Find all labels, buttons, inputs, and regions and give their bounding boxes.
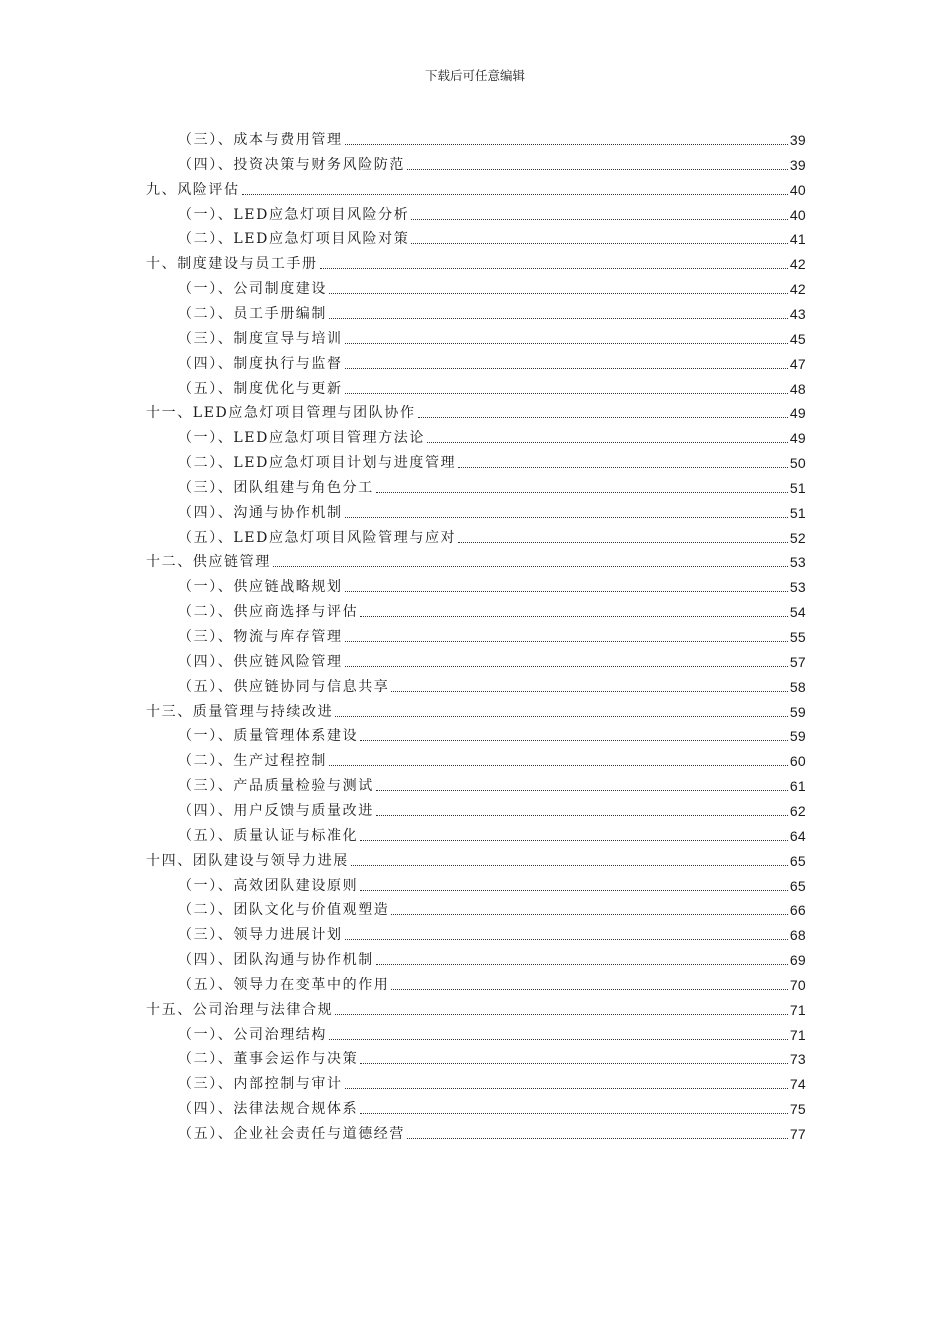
toc-page-number: 71 [789,1026,806,1043]
toc-entry-title: （二）、供应商选择与评估 [178,604,359,621]
toc-page-number: 60 [789,753,806,770]
toc-section-entry[interactable] [178,1068,806,1093]
toc-chapter-entry[interactable] [146,546,806,571]
toc-section-entry[interactable] [178,348,806,373]
toc-dot-leader [345,1088,788,1089]
toc-section-entry[interactable] [178,497,806,522]
toc-page-number: 75 [789,1101,806,1118]
toc-dot-leader [376,815,788,816]
toc-dot-leader [329,765,788,766]
toc-section-entry[interactable] [178,720,806,745]
toc-entry-title: （一）、LED应急灯项目管理方法论 [178,430,425,447]
toc-page-number: 55 [789,629,806,645]
toc-dot-leader [345,368,788,369]
toc-page-number: 73 [789,1051,806,1068]
toc-dot-leader [376,790,788,791]
toc-page-number: 52 [789,529,806,546]
toc-section-entry[interactable] [178,745,806,770]
toc-page-number: 39 [789,132,806,148]
toc-dot-leader [427,442,788,443]
toc-page-number: 71 [789,1001,806,1018]
toc-dot-leader [345,517,788,518]
toc-page-number: 50 [789,455,806,472]
toc-page-number: 68 [789,927,806,944]
toc-section-entry[interactable] [178,273,806,298]
toc-dot-leader [329,293,788,294]
toc-page-number: 62 [789,802,806,819]
toc-dot-leader [360,840,788,841]
toc-chapter-entry[interactable] [146,845,806,870]
toc-section-entry[interactable] [178,944,806,969]
toc-page-number: 74 [789,1076,806,1093]
toc-section-entry[interactable] [178,820,806,845]
toc-section-entry[interactable] [178,596,806,621]
toc-entry-title: （三）、领导力进展计划 [178,927,343,944]
toc-section-entry[interactable] [178,323,806,348]
toc-entry-title: （五）、质量认证与标准化 [178,827,359,844]
toc-dot-leader [320,268,788,269]
toc-entry-title: 十、制度建设与员工手册 [146,256,318,273]
toc-section-entry[interactable] [178,447,806,472]
toc-dot-leader [345,666,788,667]
toc-page-number: 42 [789,281,806,298]
toc-section-entry[interactable] [178,621,806,646]
toc-section-entry[interactable] [178,894,806,919]
toc-section-entry[interactable] [178,422,806,447]
toc-entry-title: （一）、质量管理体系建设 [178,728,359,745]
toc-page-number: 64 [789,827,806,844]
toc-section-entry[interactable] [178,199,806,224]
toc-dot-leader [391,691,787,692]
toc-page-number: 40 [789,181,806,198]
toc-entry-title: 十二、供应链管理 [146,554,271,571]
toc-entry-title: （五）、企业社会责任与道德经营 [178,1126,405,1142]
toc-dot-leader [360,1063,788,1064]
toc-page-number: 47 [789,355,806,372]
toc-entry-title: 十一、LED应急灯项目管理与团队协作 [146,405,416,422]
toc-section-entry[interactable] [178,472,806,497]
toc-dot-leader [242,194,788,195]
toc-entry-title: （四）、法律法规合规体系 [178,1101,359,1118]
toc-entry-title: （二）、LED应急灯项目风险对策 [178,231,410,248]
toc-dot-leader [345,939,788,940]
toc-page-number: 70 [789,976,806,993]
toc-section-entry[interactable] [178,919,806,944]
toc-page-number: 48 [789,380,806,397]
toc-page-number: 51 [789,479,806,496]
toc-section-entry[interactable] [178,149,806,174]
toc-chapter-entry[interactable] [146,248,806,273]
toc-page-number: 59 [789,728,806,745]
toc-section-entry[interactable] [178,795,806,820]
toc-section-entry[interactable] [178,671,806,696]
toc-dot-leader [376,492,788,493]
toc-entry-title: （五）、领导力在变革中的作用 [178,976,390,993]
toc-entry-title: （二）、员工手册编制 [178,305,327,322]
toc-entry-title: （二）、董事会运作与决策 [178,1051,359,1068]
toc-entry-title: （二）、LED应急灯项目计划与进度管理 [178,455,457,472]
toc-page-number: 40 [789,206,806,223]
toc-dot-leader [411,219,787,220]
toc-section-entry[interactable] [178,298,806,323]
toc-section-entry[interactable] [178,1043,806,1068]
toc-dot-leader [411,243,787,244]
toc-entry-title: （四）、制度执行与监督 [178,355,343,372]
toc-dot-leader [407,1138,788,1139]
toc-entry-title: （二）、团队文化与价值观塑造 [178,902,390,919]
toc-dot-leader [407,169,788,170]
toc-dot-leader [345,144,788,145]
toc-dot-leader [391,989,787,990]
toc-dot-leader [458,542,788,543]
page-header: 下载后可任意编辑 [424,68,525,83]
toc-page-number: 43 [789,305,806,322]
toc-dot-leader [329,318,788,319]
toc-dot-leader [335,716,788,717]
toc-entry-title: （三）、制度宣导与培训 [178,330,343,347]
toc-dot-leader [376,964,788,965]
toc-page-number: 42 [789,256,806,273]
toc-dot-leader [391,914,787,915]
toc-entry-title: （一）、供应链战略规划 [178,579,343,596]
toc-page-number: 54 [789,604,806,621]
toc-entry-title: 九、风险评估 [146,181,240,198]
toc-dot-leader [273,566,788,567]
toc-dot-leader [345,343,788,344]
toc-section-entry[interactable] [178,124,806,149]
toc-section-entry[interactable] [178,571,806,596]
toc-dot-leader [329,1039,788,1040]
toc-entry-title: （一）、公司治理结构 [178,1026,327,1043]
toc-page-number: 66 [789,902,806,919]
toc-page-number: 53 [789,579,806,596]
toc-entry-title: （三）、内部控制与审计 [178,1076,343,1093]
toc-entry-title: 十四、团队建设与领导力进展 [146,852,349,869]
toc-page-number: 41 [789,231,806,248]
toc-dot-leader [335,1014,788,1015]
toc-section-entry[interactable] [178,646,806,671]
toc-chapter-entry[interactable] [146,397,806,422]
toc-dot-leader [360,740,788,741]
toc-dot-leader [418,417,788,418]
toc-entry-title: （四）、沟通与协作机制 [178,504,343,521]
toc-entry-title: （一）、LED应急灯项目风险分析 [178,206,410,223]
toc-entry-title: （三）、产品质量检验与测试 [178,778,374,795]
toc-page-number: 49 [789,430,806,447]
toc-entry-title: （三）、团队组建与角色分工 [178,479,374,496]
toc-dot-leader [345,641,788,642]
toc-entry-title: （四）、投资决策与财务风险防范 [178,156,405,173]
toc-entry-title: （一）、公司制度建设 [178,281,327,298]
toc-entry-title: （五）、制度优化与更新 [178,380,343,397]
toc-section-entry[interactable] [178,1019,806,1044]
toc-chapter-entry[interactable] [146,994,806,1019]
toc-page-number: 51 [789,504,806,521]
toc-entry-title: （三）、物流与库存管理 [178,629,343,645]
toc-page-number: 57 [789,653,806,670]
toc-section-entry[interactable] [178,522,806,547]
toc-entry-title: （三）、成本与费用管理 [178,132,343,148]
toc-page-number: 69 [789,952,806,969]
toc-chapter-entry[interactable] [146,696,806,721]
toc-page-number: 45 [789,330,806,347]
toc-page-number: 65 [789,877,806,894]
toc-page-number: 49 [789,405,806,422]
toc-entry-title: （五）、供应链协同与信息共享 [178,678,390,695]
toc-section-entry[interactable] [178,770,806,795]
toc-dot-leader [360,890,788,891]
toc-section-entry[interactable] [178,969,806,994]
toc-page-number: 77 [789,1126,806,1142]
toc-page-number: 65 [789,852,806,869]
toc-entry-title: （四）、团队沟通与协作机制 [178,952,374,969]
toc-section-entry[interactable] [178,870,806,895]
toc-page-number: 58 [789,678,806,695]
toc-entry-title: （四）、供应链风险管理 [178,653,343,670]
toc-page-number: 39 [789,156,806,173]
toc-page-number: 59 [789,703,806,720]
toc-dot-leader [360,1113,788,1114]
toc-dot-leader [351,865,788,866]
toc-chapter-entry[interactable] [146,174,806,199]
toc-entry-title: （五）、LED应急灯项目风险管理与应对 [178,529,457,546]
toc-dot-leader [345,393,788,394]
toc-dot-leader [458,467,788,468]
toc-entry-title: （二）、生产过程控制 [178,753,327,770]
toc-entry-title: （四）、用户反馈与质量改进 [178,802,374,819]
toc-section-entry[interactable] [178,373,806,398]
toc-entry-title: （一）、高效团队建设原则 [178,877,359,894]
toc-page-number: 53 [789,554,806,571]
toc-entry-title: 十三、质量管理与持续改进 [146,703,334,720]
toc-page-number: 61 [789,778,806,795]
toc-section-entry[interactable] [178,1118,806,1143]
toc-dot-leader [360,616,788,617]
toc-section-entry[interactable] [178,1093,806,1118]
toc-entry-title: 十五、公司治理与法律合规 [146,1001,334,1018]
toc-section-entry[interactable] [178,223,806,248]
toc-dot-leader [345,591,788,592]
